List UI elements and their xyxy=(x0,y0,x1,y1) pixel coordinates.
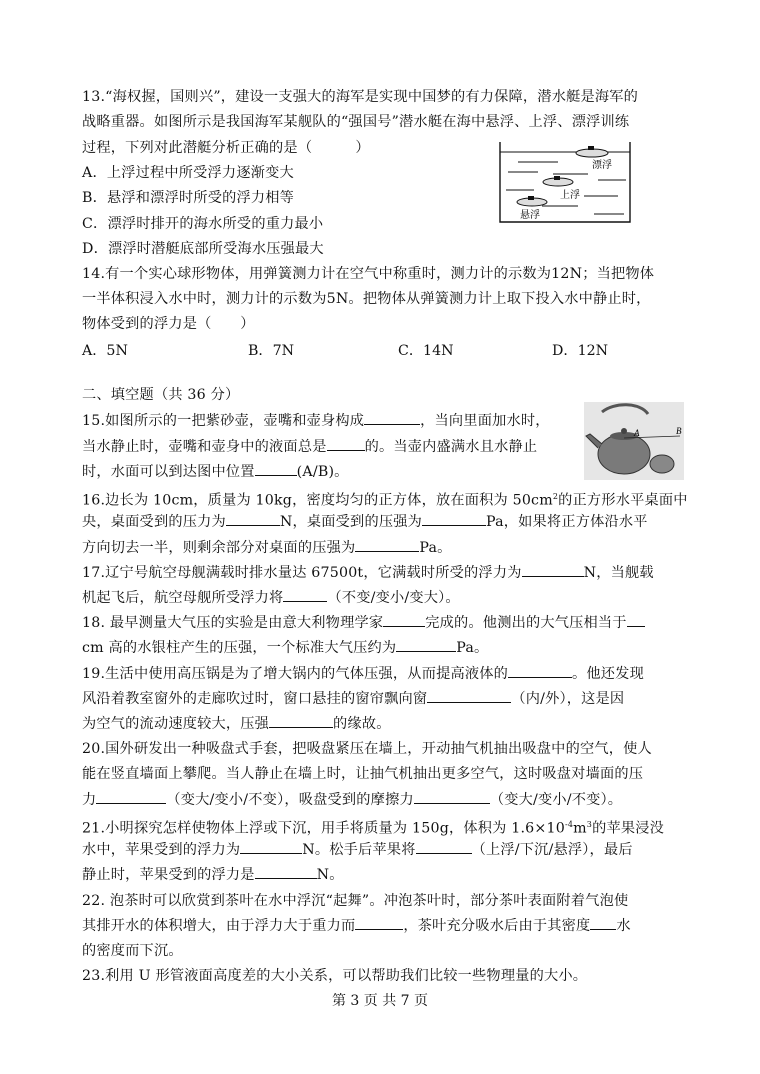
q19-line1: 19.生活中使用高压锅是为了增大锅内的气体压强，从而提高液体的 。他还发现 xyxy=(82,663,644,685)
blank[interactable] xyxy=(427,688,511,703)
blank[interactable] xyxy=(383,612,425,627)
blank[interactable] xyxy=(96,789,166,804)
blank[interactable] xyxy=(627,612,645,627)
blank[interactable] xyxy=(396,637,456,652)
q22-line2: 其排开水的体积增大，由于浮力大于重力而 ，茶叶充分吸水后由于其密度 水 xyxy=(82,915,631,937)
q20-line3: 力 （变大/变小/不变），吸盘受到的摩擦力 （变大/变小/不变）。 xyxy=(82,789,622,811)
blank[interactable] xyxy=(226,511,280,526)
q15-line2: 当水静止时，壶嘴和壶身中的液面总是 的。当壶内盛满水且水静止 xyxy=(82,436,537,458)
q22-line1: 22. 泡茶时可以欣赏到茶叶在水中浮沉“起舞”。冲泡茶叶时，部分茶叶表面附着气泡使 xyxy=(82,893,629,909)
q14-option-c: C．14N xyxy=(398,343,454,359)
q16-line3: 方向切去一半，则剩余部分对桌面的压强为 Pa。 xyxy=(82,537,452,559)
q19-line2: 风沿着教室窗外的走廊吹过时，窗口悬挂的窗帘飘向窗 （内/外），这是因 xyxy=(82,688,624,710)
q22-line3: 的密度而下沉。 xyxy=(82,943,183,959)
blank[interactable] xyxy=(327,436,365,451)
fig-label-float: 漂浮 xyxy=(592,160,612,171)
q15-line1: 15.如图所示的一把紫砂壶，壶嘴和壶身构成 ，当向里面加水时， xyxy=(82,410,550,432)
q13-line3: 过程，下列对此潜艇分析正确的是（ ） xyxy=(82,140,370,156)
q18-line2: cm 高的水银柱产生的压强，一个标准大气压约为 Pa。 xyxy=(82,637,488,659)
blank[interactable] xyxy=(522,562,584,577)
teapot-label-b: B xyxy=(676,426,682,436)
q21-line3: 静止时，苹果受到的浮力是 N。 xyxy=(82,864,344,886)
blank[interactable] xyxy=(255,461,297,476)
fig-label-rise: 上浮 xyxy=(560,190,580,201)
blank[interactable] xyxy=(269,713,333,728)
blank[interactable] xyxy=(414,789,490,804)
q21-line2: 水中，苹果受到的浮力为 N。松手后苹果将 （上浮/下沉/悬浮），最后 xyxy=(82,839,633,861)
teapot-figure xyxy=(584,402,684,480)
blank[interactable] xyxy=(416,839,472,854)
q17-line1: 17.辽宁号航空母舰满载时排水量达 67500t，它满载时所受的浮力为 N，当舰载 xyxy=(82,562,654,584)
q16-line2: 央，桌面受到的压力为 N，桌面受到的压强为 Pa，如果将正方体沿水平 xyxy=(82,511,648,533)
q15-line3: 时，水面可以到达图中位置 (A/B)。 xyxy=(82,461,349,483)
q13-option-c: C．漂浮时排开的海水所受的重力最小 xyxy=(82,216,324,232)
q20-line1: 20.国外研发出一种吸盘式手套，把吸盘紧压在墙上，开动抽气机抽出吸盘中的空气，使人 xyxy=(82,741,652,757)
blank[interactable] xyxy=(355,537,419,552)
q23-line1: 23.利用 U 形管液面高度差的大小关系，可以帮助我们比较一些物理量的大小。 xyxy=(82,968,588,984)
blank[interactable] xyxy=(508,663,572,678)
section-heading: 二、填空题（共 36 分） xyxy=(82,387,240,403)
q14-option-b: B．7N xyxy=(248,343,295,359)
submarine-figure xyxy=(498,140,632,224)
q14-option-d: D．12N xyxy=(552,343,609,359)
q19-line3: 为空气的流动速度较大，压强 的缘故。 xyxy=(82,713,391,735)
q13-line1: 13.“海权握，国则兴”，建设一支强大的海军是实现中国梦的有力保障，潜水艇是海军的 xyxy=(82,89,639,105)
q13-option-b: B．悬浮和漂浮时所受的浮力相等 xyxy=(82,190,295,206)
q14-line2: 一半体积浸入水中时，测力计的示数为5N。把物体从弹簧测力计上取下投入水中静止时， xyxy=(82,291,651,307)
q16-line1: 16.边长为 10cm，质量为 10kg，密度均匀的正方体，放在面积为 $50cm^2$的正方形水平桌面中 xyxy=(82,492,688,509)
q14-option-a: A．5N xyxy=(82,343,128,359)
teapot-label-a: A xyxy=(634,428,640,438)
blank[interactable] xyxy=(240,839,302,854)
blank[interactable] xyxy=(590,915,616,930)
q13-line2: 战略重器。如图所示是我国海军某舰队的“强国号”潜水艇在海中悬浮、上浮、漂浮训练 xyxy=(82,114,630,130)
q18-line1: 18. 最早测量大气压的实验是由意大利物理学家 完成的。他测出的大气压相当于 xyxy=(82,612,645,634)
blank[interactable] xyxy=(255,864,317,879)
blank[interactable] xyxy=(364,410,420,425)
q14-line1: 14.有一个实心球形物体，用弹簧测力计在空气中称重时，测力计的示数为12N；当把物体 xyxy=(82,266,655,282)
blank[interactable] xyxy=(355,915,403,930)
fig-label-suspend: 悬浮 xyxy=(520,210,540,221)
page-footer: 第 3 页 共 7 页 xyxy=(331,993,429,1009)
q20-line2: 能在竖直墙面上攀爬。当人静止在墙上时，让抽气机抽出更多空气，这时吸盘对墙面的压 xyxy=(82,766,644,782)
q13-option-a: A．上浮过程中所受浮力逐渐变大 xyxy=(82,165,294,181)
blank[interactable] xyxy=(283,587,327,602)
q17-line2: 机起飞后，航空母舰所受浮力将 （不变/变小/变大）。 xyxy=(82,587,460,609)
q14-line3: 物体受到的浮力是（ ） xyxy=(82,316,255,332)
q21-line1: 21.小明探究怎样使物体上浮或下沉，用手将质量为 150g，体积为 $1.6\times 10^{-4}m^3$的苹果浸没 xyxy=(82,820,665,837)
q13-option-d: D．漂浮时潜艇底部所受海水压强最大 xyxy=(82,241,324,257)
blank[interactable] xyxy=(422,511,486,526)
